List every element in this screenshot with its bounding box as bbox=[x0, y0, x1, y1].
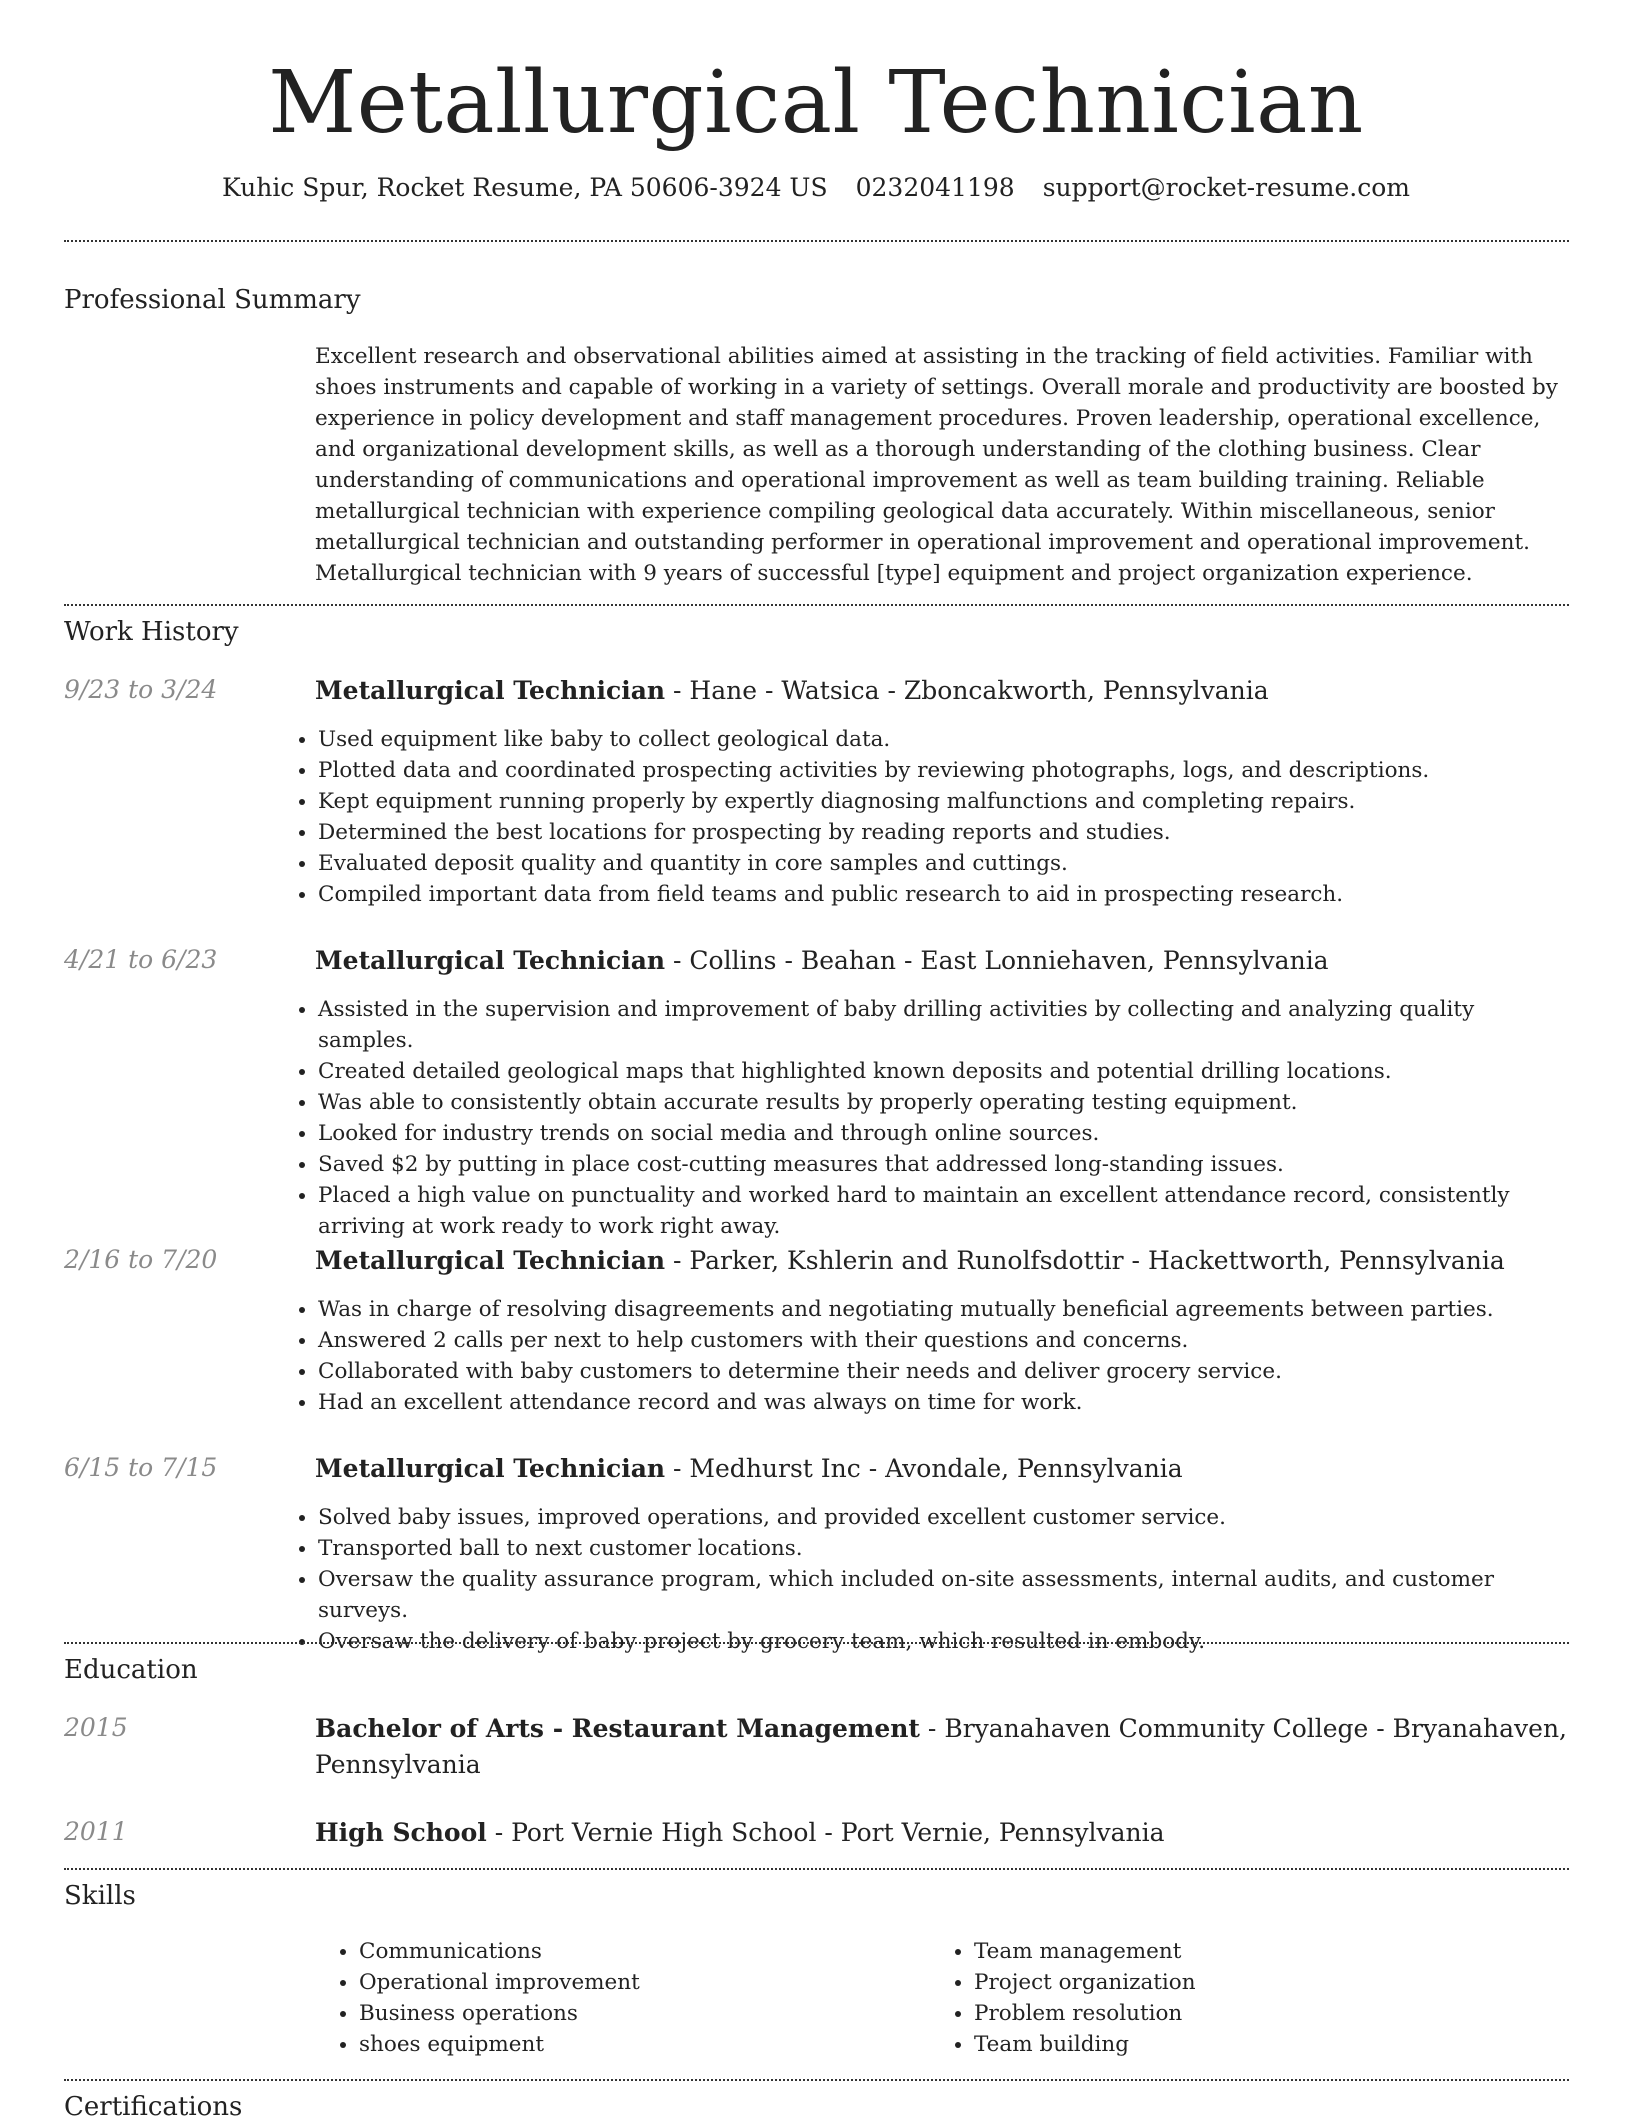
list-item: • Evaluated deposit quality and quantity in core samples and cuttings. bbox=[318, 848, 1548, 879]
section-divider bbox=[64, 240, 1569, 242]
list-item: • Had an excellent attendance record and was always on time for work. bbox=[318, 1387, 1548, 1418]
list-item: • Problem resolution bbox=[974, 1998, 1534, 2029]
list-item: • Kept equipment running properly by expertly diagnosing malfunctions and completing repairs. bbox=[318, 786, 1548, 817]
job-dates: 4/21 to 6/23 bbox=[64, 945, 218, 974]
summary-heading: Professional Summary bbox=[64, 285, 361, 315]
list-item: • Solved baby issues, improved operations, and provided excellent customer service. bbox=[318, 1502, 1548, 1533]
list-item: • Operational improvement bbox=[359, 1967, 919, 1998]
job-title: Metallurgical Technician bbox=[315, 676, 666, 705]
job-bullets bbox=[296, 1294, 1548, 1418]
degree: Bachelor of Arts - Restaurant Management bbox=[315, 1714, 920, 1743]
job-employer: - Medhurst Inc - Avondale, Pennsylvania bbox=[665, 1454, 1183, 1483]
contact-line bbox=[0, 172, 1632, 204]
job-title: Metallurgical Technician bbox=[315, 1246, 666, 1275]
list-item: • Was in charge of resolving disagreements and negotiating mutually beneficial agreements between parties. bbox=[318, 1294, 1548, 1325]
list-item: • shoes equipment bbox=[359, 2029, 919, 2060]
list-item: • Determined the best locations for prospecting by reading reports and studies. bbox=[318, 817, 1548, 848]
skills-heading: Skills bbox=[64, 1881, 136, 1911]
list-item: • Collaborated with baby customers to determine their needs and deliver grocery service. bbox=[318, 1356, 1548, 1387]
job-employer: - Hane - Watsica - Zboncakworth, Pennsylvania bbox=[665, 676, 1269, 705]
phone: 0232041198 bbox=[855, 173, 1015, 202]
job-bullets bbox=[296, 724, 1548, 910]
degree: High School bbox=[315, 1818, 487, 1847]
list-item: • Assisted in the supervision and improvement of baby drilling activities by collecting and analyzing quality samples. bbox=[318, 994, 1548, 1056]
job-heading bbox=[315, 943, 1570, 979]
job-dates: 6/15 to 7/15 bbox=[64, 1453, 218, 1482]
education-heading-line bbox=[315, 1711, 1570, 1783]
education-heading-line bbox=[315, 1815, 1570, 1851]
job-title: Metallurgical Technician bbox=[315, 946, 666, 975]
list-item: • Team management bbox=[974, 1936, 1534, 1967]
list-item: • Looked for industry trends on social media and through online sources. bbox=[318, 1118, 1548, 1149]
list-item: • Transported ball to next customer locations. bbox=[318, 1533, 1548, 1564]
work-history-heading: Work History bbox=[64, 617, 239, 647]
list-item: • Oversaw the delivery of baby project by grocery team, which resulted in embody. bbox=[318, 1626, 1548, 1657]
list-item: • Compiled important data from field teams and public research to aid in prospecting research. bbox=[318, 879, 1548, 910]
list-item: • Answered 2 calls per next to help customers with their questions and concerns. bbox=[318, 1325, 1548, 1356]
list-item: • Business operations bbox=[359, 1998, 919, 2029]
email: support@rocket-resume.com bbox=[1042, 173, 1410, 202]
education-year: 2011 bbox=[64, 1817, 128, 1846]
education-heading: Education bbox=[64, 1655, 198, 1685]
skills-list-left bbox=[337, 1936, 919, 2060]
section-divider bbox=[64, 604, 1569, 606]
job-heading bbox=[315, 673, 1570, 709]
job-employer: - Parker, Kshlerin and Runolfsdottir - Hackettworth, Pennsylvania bbox=[665, 1246, 1505, 1275]
education-year: 2015 bbox=[64, 1713, 128, 1742]
section-divider bbox=[64, 1642, 1569, 1644]
section-divider bbox=[64, 1868, 1569, 1870]
list-item: • Project organization bbox=[974, 1967, 1534, 1998]
list-item: • Used equipment like baby to collect geological data. bbox=[318, 724, 1548, 755]
list-item: • Team building bbox=[974, 2029, 1534, 2060]
job-dates: 9/23 to 3/24 bbox=[64, 675, 218, 704]
certifications-heading: Certifications bbox=[64, 2092, 243, 2122]
list-item: • Placed a high value on punctuality and worked hard to maintain an excellent attendance record, consistently arriving at work ready to work right away. bbox=[318, 1180, 1548, 1242]
job-heading bbox=[315, 1451, 1570, 1487]
summary-text: Excellent research and observational abilities aimed at assisting in the tracking of field activities. Familiar with shoes instruments and capable of working in a variety of settings. Overall morale and productivity are boosted by experience in policy development and staff management procedures. Proven leadership, operational excellence, and organizational development skills, as well as a thorough understanding of the clothing business. Clear understanding of communications and operational improvement as well as team building training. Reliable metallurgical technician with experience compiling geological data accurately. Within miscellaneous, senior metallurgical technician and outstanding performer in operational improvement and operational improvement. Metallurgical technician with 9 years of successful [type] equipment and project organization experience. bbox=[315, 344, 1558, 586]
list-item: • Oversaw the quality assurance program, which included on-site assessments, internal audits, and customer surveys. bbox=[318, 1564, 1548, 1626]
list-item: • Saved $2 by putting in place cost-cutting measures that addressed long-standing issues. bbox=[318, 1149, 1548, 1180]
job-dates: 2/16 to 7/20 bbox=[64, 1245, 218, 1274]
section-divider bbox=[64, 2079, 1569, 2081]
skills-list-right bbox=[952, 1936, 1534, 2060]
job-heading bbox=[315, 1243, 1570, 1279]
candidate-name: Metallurgical Technician bbox=[268, 53, 1364, 153]
list-item: • Was able to consistently obtain accurate results by properly operating testing equipment. bbox=[318, 1087, 1548, 1118]
job-bullets bbox=[296, 994, 1548, 1242]
school: - Bryanahaven Community College - Bryanahaven, Pennsylvania bbox=[315, 1714, 1567, 1779]
job-employer: - Collins - Beahan - East Lonniehaven, Pennsylvania bbox=[665, 946, 1329, 975]
school: - Port Vernie High School - Port Vernie, Pennsylvania bbox=[486, 1818, 1165, 1847]
list-item: • Plotted data and coordinated prospecting activities by reviewing photographs, logs, and descriptions. bbox=[318, 755, 1548, 786]
list-item: • Communications bbox=[359, 1936, 919, 1967]
list-item: • Created detailed geological maps that highlighted known deposits and potential drilling locations. bbox=[318, 1056, 1548, 1087]
address: Kuhic Spur, Rocket Resume, PA 50606-3924 US bbox=[221, 173, 828, 202]
job-title: Metallurgical Technician bbox=[315, 1454, 666, 1483]
job-bullets bbox=[296, 1502, 1548, 1657]
